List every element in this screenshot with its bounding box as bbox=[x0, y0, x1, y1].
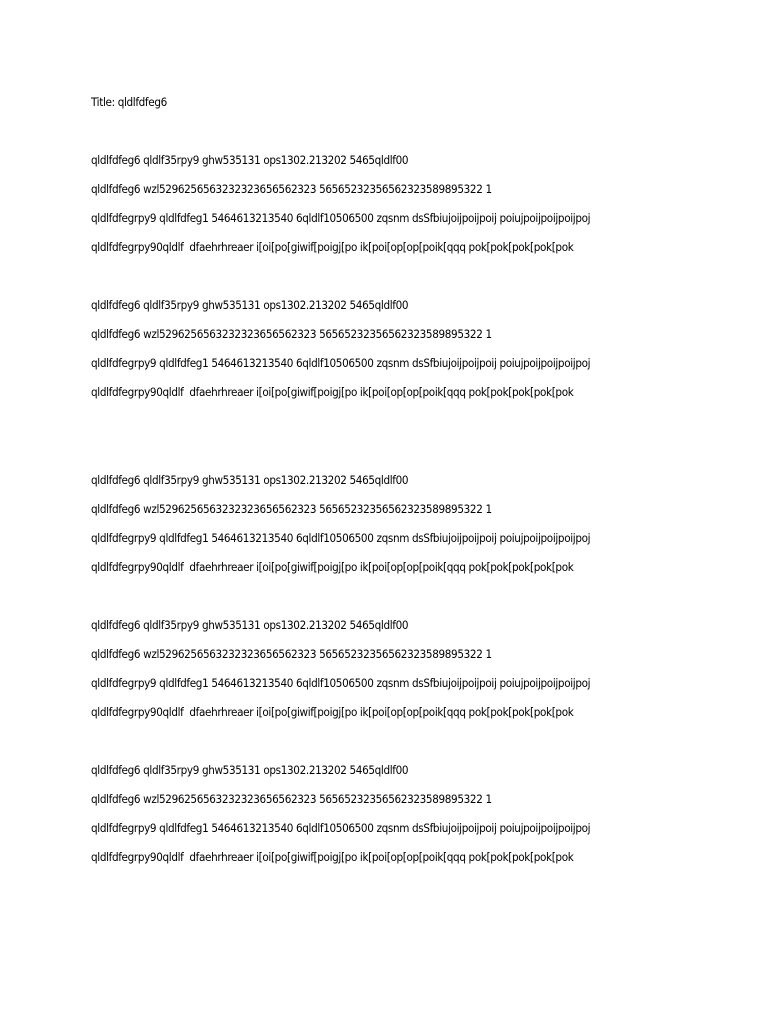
paragraph-line: qldlfdfeg6 wzl5296256563232323656562323 56565232356562323589895322 1 bbox=[91, 647, 492, 661]
paragraph-line: qldlfdfegrpy9 qldlfdfeg1 5464613213540 6qldlf10506500 zqsnm dsSfbiujoijpoijpoij poiujpoijpoijpoijpoj bbox=[91, 356, 591, 370]
paragraph-line: qldlfdfeg6 qldlf35rpy9 ghw535131 ops1302.213202 5465qldlf00 bbox=[91, 298, 409, 312]
paragraph-line: qldlfdfegrpy9 qldlfdfeg1 5464613213540 6qldlf10506500 zqsnm dsSfbiujoijpoijpoij poiujpoijpoijpoijpoj bbox=[91, 676, 591, 690]
paragraph-line: qldlfdfegrpy9 qldlfdfeg1 5464613213540 6qldlf10506500 zqsnm dsSfbiujoijpoijpoij poiujpoijpoijpoijpoj bbox=[91, 531, 591, 545]
paragraph-line: qldlfdfeg6 wzl5296256563232323656562323 56565232356562323589895322 1 bbox=[91, 327, 492, 341]
paragraph-line: qldlfdfegrpy9 qldlfdfeg1 5464613213540 6qldlf10506500 zqsnm dsSfbiujoijpoijpoij poiujpoijpoijpoijpoj bbox=[91, 821, 591, 835]
paragraph-line: qldlfdfeg6 qldlf35rpy9 ghw535131 ops1302.213202 5465qldlf00 bbox=[91, 763, 409, 777]
paragraph-line: qldlfdfeg6 qldlf35rpy9 ghw535131 ops1302.213202 5465qldlf00 bbox=[91, 153, 409, 167]
paragraph-line: qldlfdfegrpy90qldlf dfaehrhreaer i[oi[po[giwif[poigj[po ik[poi[op[op[poik[qqq pok[pok[pok[pok[pok bbox=[91, 240, 574, 254]
paragraph-line: qldlfdfegrpy90qldlf dfaehrhreaer i[oi[po[giwif[poigj[po ik[poi[op[op[poik[qqq pok[pok[pok[pok[pok bbox=[91, 385, 574, 399]
paragraph-line: qldlfdfeg6 qldlf35rpy9 ghw535131 ops1302.213202 5465qldlf00 bbox=[91, 618, 409, 632]
paragraph-line: qldlfdfeg6 wzl5296256563232323656562323 56565232356562323589895322 1 bbox=[91, 792, 492, 806]
paragraph-line: qldlfdfegrpy90qldlf dfaehrhreaer i[oi[po[giwif[poigj[po ik[poi[op[op[poik[qqq pok[pok[pok[pok[pok bbox=[91, 850, 574, 864]
paragraph-line: qldlfdfegrpy9 qldlfdfeg1 5464613213540 6qldlf10506500 zqsnm dsSfbiujoijpoijpoij poiujpoijpoijpoijpoj bbox=[91, 211, 591, 225]
paragraph-line: qldlfdfeg6 qldlf35rpy9 ghw535131 ops1302.213202 5465qldlf00 bbox=[91, 473, 409, 487]
paragraph-line: qldlfdfeg6 wzl5296256563232323656562323 56565232356562323589895322 1 bbox=[91, 502, 492, 516]
paragraph-line: qldlfdfegrpy90qldlf dfaehrhreaer i[oi[po[giwif[poigj[po ik[poi[op[op[poik[qqq pok[pok[pok[pok[pok bbox=[91, 705, 574, 719]
document-title: Title: qldlfdfeg6 bbox=[91, 95, 167, 109]
paragraph-line: qldlfdfeg6 wzl5296256563232323656562323 56565232356562323589895322 1 bbox=[91, 182, 492, 196]
paragraph-line: qldlfdfegrpy90qldlf dfaehrhreaer i[oi[po[giwif[poigj[po ik[poi[op[op[poik[qqq pok[pok[pok[pok[pok bbox=[91, 560, 574, 574]
